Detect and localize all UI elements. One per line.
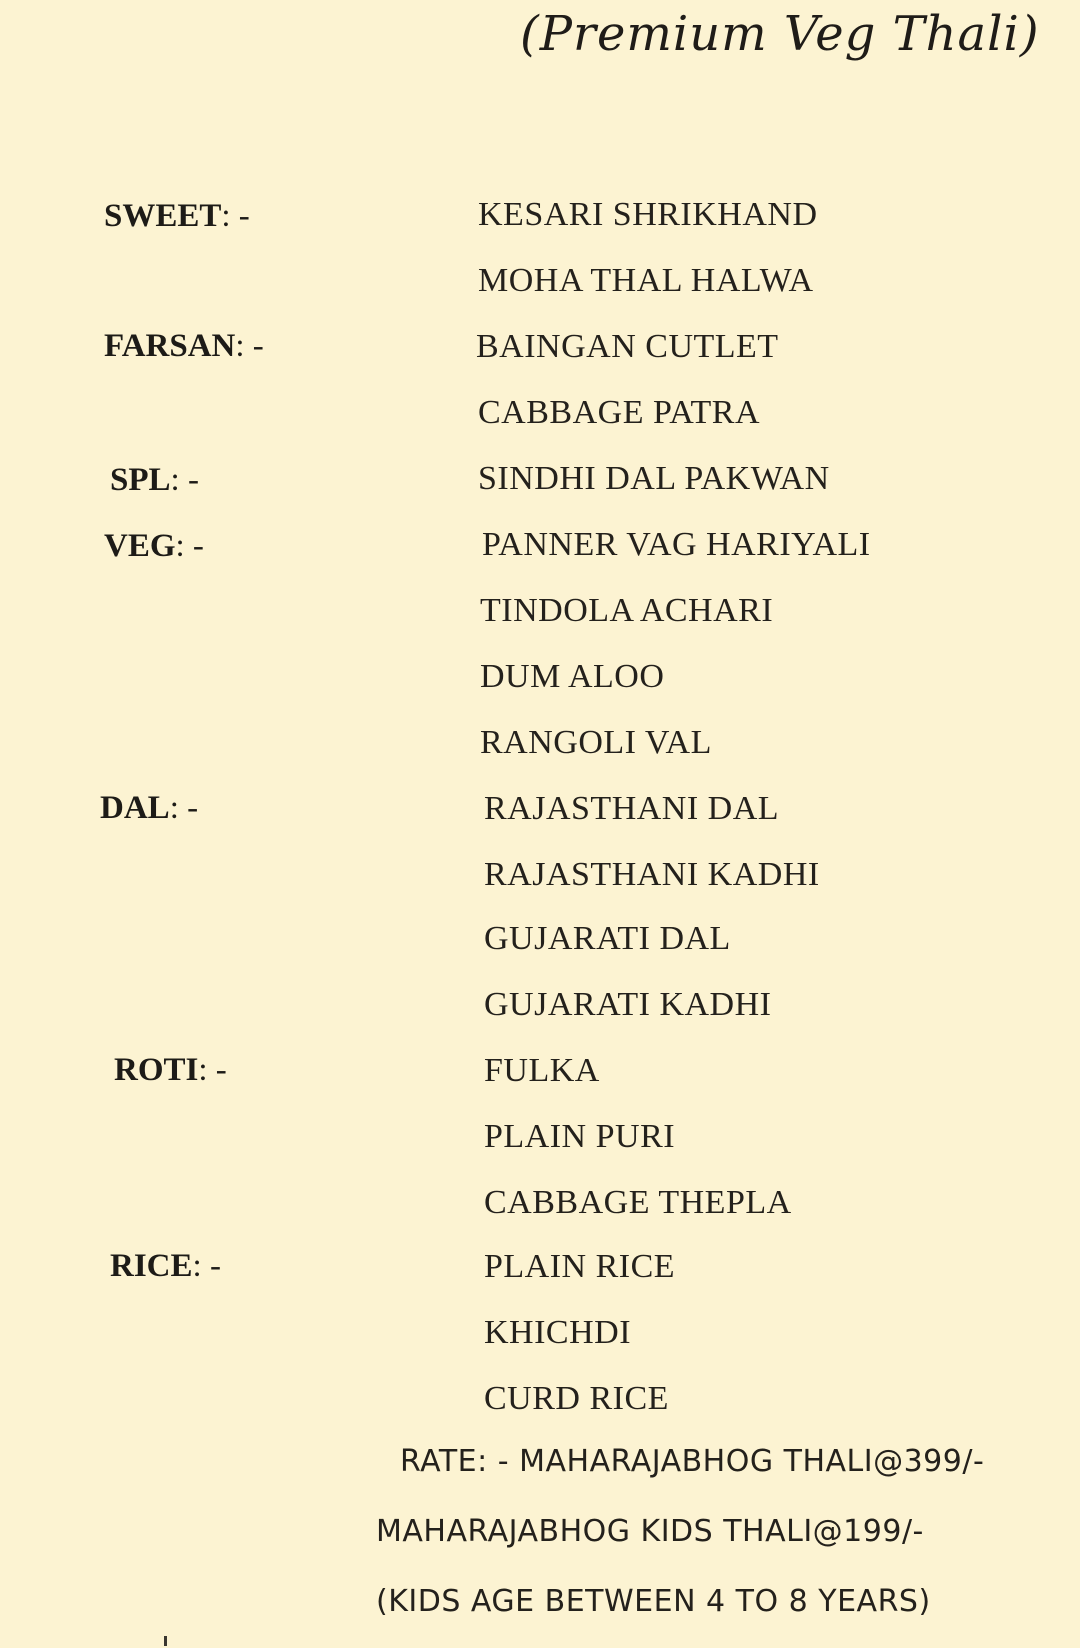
scan-speck [164, 1636, 167, 1646]
menu-item: BAINGAN CUTLET [476, 328, 779, 365]
menu-item: FULKA [484, 1052, 600, 1089]
category-rice [110, 1248, 221, 1285]
menu-title: (Premium Veg Thali) [520, 6, 1040, 62]
category-farsan [104, 328, 264, 365]
menu-item: RANGOLI VAL [480, 724, 712, 761]
menu-item: MOHA THAL HALWA [478, 262, 814, 299]
menu-item: GUJARATI KADHI [484, 986, 772, 1023]
rate-line-adult: RATE: - MAHARAJABHOG THALI@399/- [400, 1444, 985, 1479]
category-separator: : - [170, 462, 199, 498]
rate-line-kids: MAHARAJABHOG KIDS THALI@199/- [376, 1514, 924, 1549]
category-label: FARSAN [104, 328, 236, 364]
menu-item: KHICHDI [484, 1314, 632, 1351]
category-label: SWEET [104, 198, 222, 234]
category-separator: : - [235, 328, 264, 364]
category-sweet [104, 198, 250, 235]
category-label: ROTI [114, 1052, 199, 1088]
menu-item: TINDOLA ACHARI [480, 592, 774, 629]
category-separator: : - [175, 528, 204, 564]
rate-kids-age-note: (KIDS AGE BETWEEN 4 TO 8 YEARS) [376, 1584, 931, 1619]
category-label: RICE [110, 1248, 193, 1284]
category-spl [110, 462, 199, 499]
category-separator: : - [169, 790, 199, 826]
menu-item: PLAIN PURI [484, 1118, 676, 1155]
menu-item: PANNER VAG HARIYALI [482, 526, 871, 563]
menu-item: CABBAGE THEPLA [484, 1184, 792, 1221]
menu-item: CURD RICE [484, 1380, 669, 1417]
category-roti [114, 1052, 227, 1089]
category-veg [104, 528, 204, 565]
category-separator: : - [221, 198, 250, 234]
menu-item: RAJASTHANI KADHI [484, 856, 820, 893]
menu-item: KESARI SHRIKHAND [478, 196, 818, 233]
category-dal [100, 790, 198, 827]
category-label: DAL [100, 790, 170, 826]
menu-item: SINDHI DAL PAKWAN [478, 460, 830, 497]
menu-item: GUJARATI DAL [484, 920, 731, 957]
category-label: VEG [104, 528, 176, 564]
menu-item: RAJASTHANI DAL [484, 790, 780, 827]
category-separator: : - [192, 1248, 221, 1284]
category-separator: : - [198, 1052, 227, 1088]
menu-item: DUM ALOO [480, 658, 665, 695]
menu-item: CABBAGE PATRA [478, 394, 761, 431]
category-label: SPL [110, 462, 171, 498]
menu-item: PLAIN RICE [484, 1248, 676, 1285]
